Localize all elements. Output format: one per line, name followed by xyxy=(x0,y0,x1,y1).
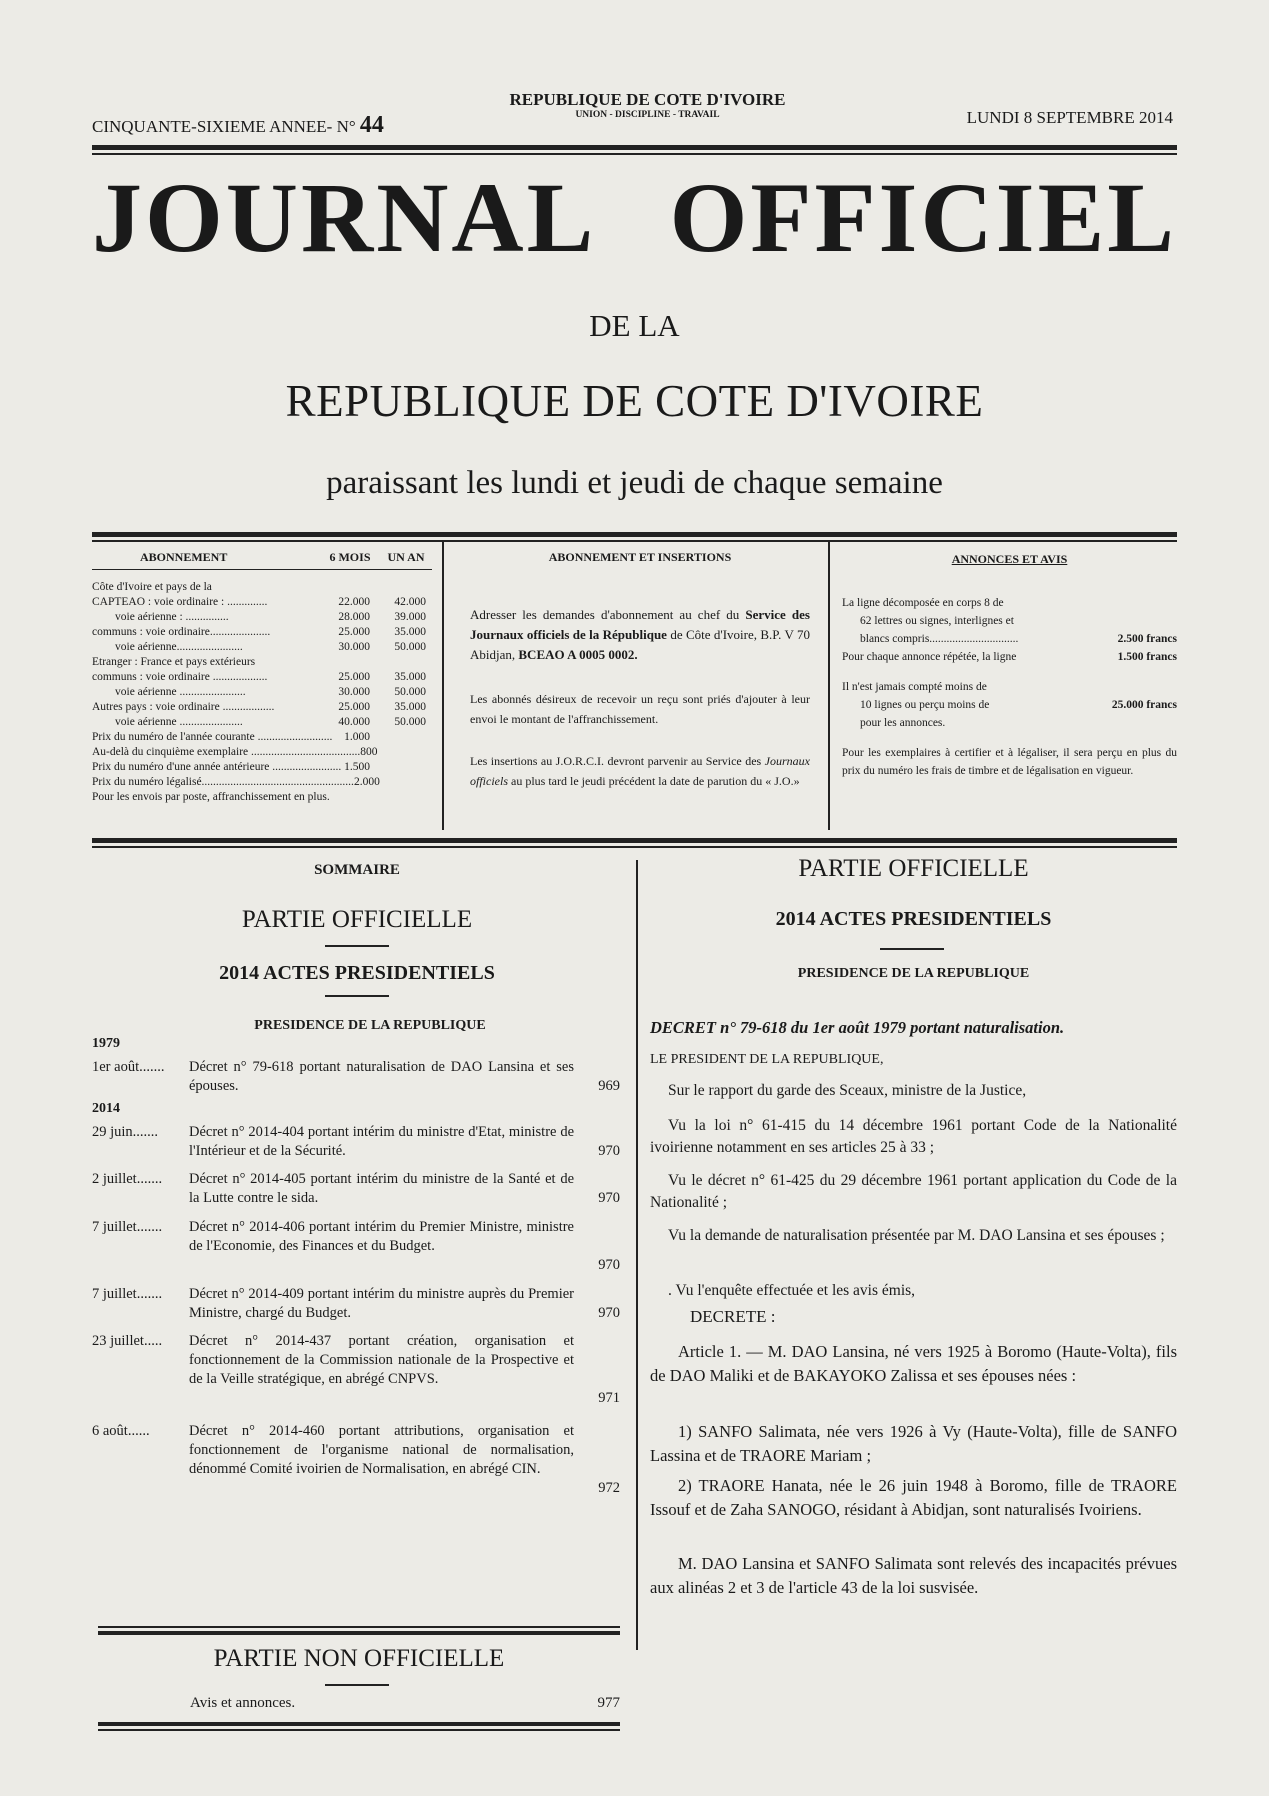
avis-page: 977 xyxy=(597,1695,620,1711)
price-list xyxy=(92,730,432,790)
box-rule-bottom-thin xyxy=(92,846,1177,848)
abonnement-6mois: 30.000 xyxy=(338,686,370,698)
box-rule-top xyxy=(92,532,1177,537)
edition-line xyxy=(92,112,384,139)
price-value: 2.000 xyxy=(353,776,380,788)
deadline-text-a: Les insertions au J.O.R.C.I. devront parvenir au Service des xyxy=(470,754,762,768)
col-1an: UN AN xyxy=(387,550,425,564)
abonnement-row xyxy=(92,670,432,685)
entry-text: Décret n° 2014-437 portant création, organisation et fonctionnement de la Commission nationale de la Prospective et de la Veille stratégique, en abrégé CNPVS. xyxy=(189,1333,574,1387)
price-label: Prix du numéro légalisé..................................................... xyxy=(92,776,354,788)
insertions-section xyxy=(470,550,810,791)
abonnement-row xyxy=(92,655,432,670)
masthead-subtitle: paraissant les lundi et jeudi de chaque semaine xyxy=(326,465,943,501)
insertions-title: ABONNEMENT ET INSERTIONS xyxy=(548,550,732,564)
entry-page: 970 xyxy=(598,1190,620,1206)
masthead-rule-top-thin xyxy=(92,153,1177,155)
annonce-price-row-3 xyxy=(842,696,1177,714)
abonnement-label: Autres pays : voie ordinaire .................. xyxy=(92,701,275,713)
entry-date: 1er août....... xyxy=(92,1059,165,1075)
right-sep xyxy=(880,948,944,950)
address-po: de Côte d'Ivoire, B.P. V 70 Abidjan, xyxy=(470,627,811,662)
abonnement-row xyxy=(92,595,432,610)
year-1979: 1979 xyxy=(92,1036,120,1051)
price-label: Au-delà du cinquième exemplaire ...................................... xyxy=(92,746,361,758)
masthead-word-officiel: OFFICIEL xyxy=(669,162,1177,273)
decrete-heading: DECRETE : xyxy=(690,1307,776,1326)
entry-date: 2 juillet....... xyxy=(92,1171,163,1187)
abonnement-label: communs : voie ordinaire ................... xyxy=(92,671,268,683)
abonnement-6mois: 28.000 xyxy=(338,611,370,623)
entry-text: Décret n° 2014-406 portant intérim du Premier Ministre, ministre de l'Economie, des Finances et du Budget. xyxy=(189,1219,574,1254)
col-6mois: 6 MOIS xyxy=(329,550,371,564)
year-2014: 2014 xyxy=(92,1101,120,1116)
entry-text: Décret n° 2014-405 portant intérim du ministre de la Santé et de la Lutte contre le sida. xyxy=(189,1171,574,1206)
nonoff-rule-1 xyxy=(98,1626,620,1628)
sommaire-entry xyxy=(92,1058,620,1096)
sommaire-entry xyxy=(92,1422,620,1498)
annonce-price-row-1 xyxy=(842,630,1177,648)
annonce-price-row-2 xyxy=(842,648,1177,666)
right-actes: 2014 ACTES PRESIDENTIELS xyxy=(775,908,1052,930)
issue-number: 44 xyxy=(359,112,384,138)
masthead-title xyxy=(92,162,1177,273)
masthead-rule-top xyxy=(92,145,1177,150)
decret-article: M. DAO Lansina et SANFO Salimata sont relevés des incapacités prévues aux alinéas 2 et 3 de l'article 43 de la loi susvisée. xyxy=(650,1554,1177,1597)
abonnement-1an xyxy=(370,655,432,670)
annonce-line-2: 62 lettres ou signes, interlignes et xyxy=(860,615,1014,627)
sommaire-entry xyxy=(92,1170,620,1208)
entry-page: 970 xyxy=(598,1143,620,1159)
abonnement-label: Etranger : France et pays extérieurs xyxy=(92,656,256,668)
annonces-section xyxy=(842,550,1177,780)
abonnement-label: CAPTEAO : voie ordinaire : .............. xyxy=(92,596,268,608)
annonce-price-2: 1.500 francs xyxy=(1117,651,1177,663)
annonce-price-3: 25.000 francs xyxy=(1111,699,1177,711)
entry-text: Décret n° 2014-409 portant intérim du ministre auprès du Premier Ministre, chargé du Budget. xyxy=(189,1286,574,1321)
bottom-rule-1 xyxy=(98,1722,620,1726)
decret-title: DECRET n° 79-618 du 1er août 1979 portant naturalisation. xyxy=(650,1018,1065,1037)
decret-article: Article 1. — M. DAO Lansina, né vers 1925 à Boromo (Haute-Volta), fils de DAO Maliki et de BAKAYOKO Zalissa et ses épouses nées : xyxy=(650,1342,1177,1385)
entry-text: Décret n° 2014-460 portant attributions, organisation et fonctionnement de l'organisme national de normalisation, dénommé Comité ivoirien de Normalisation, en abrégé CIN. xyxy=(189,1423,574,1477)
president-line: LE PRESIDENT DE LA REPUBLIQUE, xyxy=(650,1052,884,1067)
abonnement-1an: 35.000 xyxy=(394,701,426,713)
abonnement-title: ABONNEMENT xyxy=(140,550,228,564)
insertions-address xyxy=(470,605,810,665)
partie-non-officielle: PARTIE NON OFFICIELLE xyxy=(213,1645,505,1672)
entry-date: 23 juillet..... xyxy=(92,1333,163,1349)
box-divider-1 xyxy=(442,540,444,830)
entry-text: Décret n° 79-618 portant naturalisation de DAO Lansina et ses épouses. xyxy=(189,1059,574,1094)
annonce-line-1: La ligne décomposée en corps 8 de xyxy=(842,597,1004,609)
deadline-text-b: Journaux officiels xyxy=(470,754,810,788)
price-label: Prix du numéro d'une année antérieure ........................ xyxy=(92,761,342,773)
box-rule-top-thin xyxy=(92,540,1177,542)
abonnement-label: communs : voie ordinaire..................... xyxy=(92,626,271,638)
issue-date: LUNDI 8 SEPTEMBRE 2014 xyxy=(966,108,1173,127)
price-label: Prix du numéro de l'année courante .......................... xyxy=(92,731,333,743)
price-row xyxy=(92,775,432,790)
nonoff-sep xyxy=(325,1684,389,1686)
box-rule-bottom xyxy=(92,838,1177,843)
entry-page: 972 xyxy=(598,1480,620,1496)
abonnement-6mois xyxy=(330,655,370,670)
abonnement-label: voie aérienne....................... xyxy=(92,641,243,653)
price-value: 1.500 xyxy=(344,761,370,773)
sommaire-partie-officielle: PARTIE OFFICIELLE xyxy=(241,906,473,933)
entry-date: 7 juillet....... xyxy=(92,1219,163,1235)
edition-text: CINQUANTE-SIXIEME ANNEE- N° xyxy=(92,117,356,136)
abonnement-row xyxy=(92,685,432,700)
abonnement-label: Côte d'Ivoire et pays de la xyxy=(92,581,212,593)
abonnement-6mois: 25.000 xyxy=(338,626,370,638)
country-name: REPUBLIQUE DE COTE D'IVOIRE xyxy=(509,90,786,109)
abonnement-row xyxy=(92,580,432,595)
abonnement-6mois: 25.000 xyxy=(338,701,370,713)
price-row xyxy=(92,760,432,775)
abonnement-6mois xyxy=(330,580,370,595)
decret-visa: Vu la demande de naturalisation présentée par M. DAO Lansina et ses épouses ; xyxy=(668,1227,1165,1244)
entry-page: 971 xyxy=(598,1390,620,1406)
service-name: Service des Journaux officiels de la République xyxy=(470,607,810,642)
abonnement-row xyxy=(92,715,432,730)
entry-date: 7 juillet....... xyxy=(92,1286,163,1302)
right-partie-officielle: PARTIE OFFICIELLE xyxy=(798,855,1029,882)
masthead-de-la: DE LA xyxy=(589,308,680,343)
abonnement-row xyxy=(92,610,432,625)
nonoff-rule-2 xyxy=(98,1631,620,1635)
abonnement-1an: 50.000 xyxy=(394,641,426,653)
decret-visa: Sur le rapport du garde des Sceaux, ministre de la Justice, xyxy=(668,1082,1027,1099)
sommaire-entry xyxy=(92,1218,620,1275)
abonnement-1an xyxy=(370,580,432,595)
price-value: 800 xyxy=(360,746,378,758)
annonce-line-7: pour les annonces. xyxy=(860,717,946,729)
receipt-note: Les abonnés désireux de recevoir un reçu sont priés d'ajouter à leur envoi le montant de l'affranchissement. xyxy=(470,692,810,726)
abonnement-6mois: 30.000 xyxy=(338,641,370,653)
column-divider xyxy=(636,860,638,1650)
sommaire-actes: 2014 ACTES PRESIDENTIELS xyxy=(219,962,495,984)
decret-article: 1) SANFO Salimata, née vers 1926 à Vy (Haute-Volta), fille de SANFO Lassina et de TRAORE Mariam ; xyxy=(650,1422,1177,1465)
sommaire-entry xyxy=(92,1123,620,1161)
sommaire-presidence: PRESIDENCE DE LA REPUBLIQUE xyxy=(254,1018,486,1033)
entry-page: 969 xyxy=(598,1078,620,1094)
sommaire-title: SOMMAIRE xyxy=(314,862,400,878)
sommaire-sep-2 xyxy=(325,995,389,997)
sommaire-entry xyxy=(92,1285,620,1323)
abonnement-1an: 42.000 xyxy=(394,596,426,608)
abonnement-section xyxy=(92,550,432,805)
abonnement-1an: 39.000 xyxy=(394,611,426,623)
abonnement-table xyxy=(92,580,432,730)
abonnement-row xyxy=(92,640,432,655)
annonce-line-6: 10 lignes ou perçu moins de xyxy=(860,699,990,711)
bottom-rule-2 xyxy=(98,1729,620,1731)
annonces-title: ANNONCES ET AVIS xyxy=(951,552,1068,566)
sommaire-entry xyxy=(92,1332,620,1408)
annonce-line-4: Pour chaque annonce répétée, la ligne xyxy=(842,651,1017,663)
entry-date: 6 août...... xyxy=(92,1423,150,1439)
annonce-line-3: blancs compris............................... xyxy=(860,633,1019,645)
bank-account: BCEAO A 0005 0002. xyxy=(518,647,638,662)
abonnement-6mois: 40.000 xyxy=(338,716,370,728)
right-presidence: PRESIDENCE DE LA REPUBLIQUE xyxy=(797,966,1030,981)
abonnement-1an: 35.000 xyxy=(394,626,426,638)
decret-article: 2) TRAORE Hanata, née le 26 juin 1948 à Boromo, fille de TRAORE Issouf et de Zaha SANOGO, résidant à Abidjan, sont naturalisés Ivoiriens. xyxy=(650,1476,1177,1519)
abonnement-6mois: 25.000 xyxy=(338,671,370,683)
abonnement-6mois: 22.000 xyxy=(338,596,370,608)
annonce-line-5: Il n'est jamais compté moins de xyxy=(842,681,987,693)
entry-page: 970 xyxy=(598,1257,620,1273)
address-text: Adresser les demandes d'abonnement au chef du xyxy=(470,607,740,622)
abonnement-1an: 35.000 xyxy=(394,671,426,683)
entry-text: Décret n° 2014-404 portant intérim du ministre d'Etat, ministre de l'Intérieur et de la Sécurité. xyxy=(189,1124,574,1159)
price-row xyxy=(92,745,432,760)
legalisation-note: Pour les exemplaires à certifier et à légaliser, il sera perçu en plus du prix du numéro les frais de timbre et de légalisation en vigueur. xyxy=(842,747,1177,777)
abonnement-header xyxy=(92,550,432,570)
masthead-republique: REPUBLIQUE DE COTE D'IVOIRE xyxy=(285,376,984,426)
entry-page: 970 xyxy=(598,1305,620,1321)
entry-date: 29 juin....... xyxy=(92,1124,159,1140)
decret-visa: Vu la loi n° 61-415 du 14 décembre 1961 portant Code de la Nationalité ivoirienne notamment en ses articles 25 à 33 ; xyxy=(650,1117,1177,1156)
deadline-text-c: au plus tard le jeudi précédent la date de parution du « J.O.» xyxy=(511,774,800,788)
abonnement-row xyxy=(92,625,432,640)
abonnement-label: voie aérienne ....................... xyxy=(92,686,246,698)
postage-note: Pour les envois par poste, affranchissement en plus. xyxy=(92,791,330,803)
avis-annonces: Avis et annonces. xyxy=(190,1695,296,1711)
price-row xyxy=(92,730,432,745)
sommaire-sep-1 xyxy=(325,945,389,947)
country-header xyxy=(480,90,815,120)
price-value: 1.000 xyxy=(344,731,370,743)
abonnement-label: voie aérienne : ............... xyxy=(92,611,229,623)
decret-visa: Vu le décret n° 61-425 du 29 décembre 1961 portant application du Code de la Nationalité ; xyxy=(650,1172,1177,1211)
abonnement-1an: 50.000 xyxy=(394,686,426,698)
abonnement-label: voie aérienne ...................... xyxy=(92,716,243,728)
annonce-price-1: 2.500 francs xyxy=(1117,633,1177,645)
decret-visa: . Vu l'enquête effectuée et les avis émis, xyxy=(668,1282,916,1299)
abonnement-row xyxy=(92,700,432,715)
motto: UNION - DISCIPLINE - TRAVAIL xyxy=(575,110,720,120)
box-divider-2 xyxy=(828,540,830,830)
insertion-deadline xyxy=(470,751,810,791)
abonnement-1an: 50.000 xyxy=(394,716,426,728)
masthead-word-journal: JOURNAL xyxy=(92,162,597,273)
